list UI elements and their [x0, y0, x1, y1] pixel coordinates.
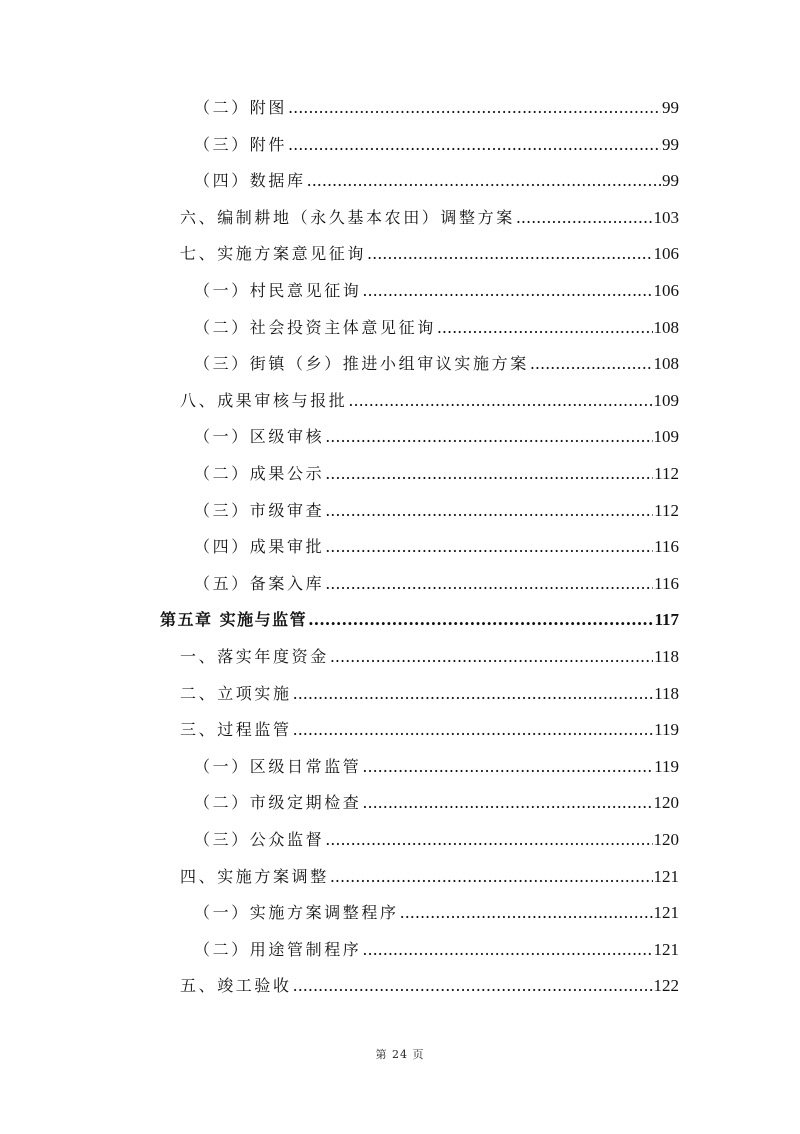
toc-entry[interactable] — [180, 200, 679, 237]
toc-entry-page: 116 — [654, 537, 679, 557]
toc-entry-page: 118 — [654, 683, 679, 703]
toc-entry-label: （四）成果审批 — [194, 537, 325, 557]
toc-entry[interactable] — [194, 127, 679, 164]
toc-entry[interactable] — [194, 273, 679, 310]
toc-entry-label: （二）用途管制程序 — [194, 939, 362, 959]
dot-leader — [530, 346, 653, 383]
toc-entry-page: 120 — [653, 830, 679, 849]
dot-leader — [362, 749, 653, 786]
dot-leader — [325, 822, 652, 859]
page-number-footer: 第 24 页 — [375, 1048, 425, 1061]
toc-entry[interactable] — [194, 749, 679, 786]
toc-entry[interactable] — [194, 90, 679, 127]
toc-entry-label: （二）附图 — [194, 98, 288, 117]
toc-entry-page: 99 — [662, 98, 679, 117]
dot-leader — [437, 310, 653, 347]
toc-entry-page: 118 — [654, 647, 679, 666]
dot-leader — [307, 163, 661, 200]
toc-entry-label: （二）成果公示 — [194, 464, 325, 483]
toc-entry-label: （五）备案入库 — [194, 573, 325, 593]
toc-entry-page: 109 — [653, 427, 679, 447]
toc-chapter-entry[interactable] — [160, 602, 679, 639]
toc-entry[interactable] — [194, 529, 679, 566]
toc-entry-label: （三）公众监督 — [194, 830, 325, 849]
toc-entry-page: 119 — [654, 720, 679, 740]
toc-entry-label: 二、立项实施 — [180, 683, 292, 703]
toc-entry-page: 119 — [654, 756, 679, 776]
toc-entry-page: 108 — [653, 354, 679, 374]
dot-leader — [293, 676, 654, 713]
toc-entry-page: 121 — [653, 866, 679, 886]
dot-leader — [330, 639, 653, 676]
toc-entry-page: 120 — [653, 793, 679, 813]
toc-entry[interactable] — [194, 566, 679, 603]
dot-leader — [325, 566, 653, 603]
toc-entry-label: 三、过程监管 — [180, 720, 292, 740]
toc-entry-label: 五、竣工验收 — [180, 976, 292, 996]
toc-entry[interactable] — [194, 493, 679, 530]
toc-entry-label: （三）街镇（乡）推进小组审议实施方案 — [194, 354, 529, 374]
toc-entry-label: 七、实施方案意见征询 — [180, 244, 367, 264]
dot-leader — [362, 932, 652, 969]
dot-leader — [362, 273, 652, 310]
dot-leader — [400, 895, 653, 932]
toc-entry-page: 121 — [653, 903, 679, 923]
toc-entry-page: 106 — [653, 281, 679, 300]
toc-entry-page: 106 — [653, 244, 679, 264]
toc-entry-page: 122 — [653, 976, 679, 996]
dot-leader — [288, 90, 661, 127]
toc-entry[interactable] — [180, 236, 679, 273]
dot-leader — [288, 127, 661, 164]
toc-entry[interactable] — [194, 419, 679, 456]
toc-entry-label: （一）实施方案调整程序 — [194, 903, 399, 923]
dot-leader — [325, 529, 653, 566]
toc-entry[interactable] — [194, 785, 679, 822]
toc-entry-label: （四）数据库 — [194, 171, 306, 191]
toc-entry-page: 99 — [662, 171, 679, 191]
toc-entry[interactable] — [194, 932, 679, 969]
dot-leader — [308, 602, 653, 639]
toc-entry-label: （一）村民意见征询 — [194, 281, 362, 300]
dot-leader — [325, 456, 653, 493]
toc-entry-label: （二）市级定期检查 — [194, 793, 362, 813]
toc-chapter-label: 第五章 实施与监管 — [160, 610, 308, 630]
dot-leader — [293, 712, 654, 749]
toc-entry-page: 109 — [653, 390, 679, 410]
toc-entry-label: 一、落实年度资金 — [180, 647, 329, 666]
toc-entry-label: （一）区级审核 — [194, 427, 325, 447]
toc-entry-label: 六、编制耕地（永久基本农田）调整方案 — [180, 207, 515, 227]
toc-entry[interactable] — [194, 310, 679, 347]
toc-entry-label: （一）区级日常监管 — [194, 756, 362, 776]
toc-entry[interactable] — [194, 456, 679, 493]
dot-leader — [325, 493, 653, 530]
dot-leader — [362, 785, 652, 822]
toc-entry-label: （二）社会投资主体意见征询 — [194, 317, 436, 337]
toc-entry-label: （三）市级审查 — [194, 500, 325, 520]
dot-leader — [330, 859, 653, 896]
toc-entry[interactable] — [194, 163, 679, 200]
toc-entry-page: 103 — [653, 207, 679, 227]
toc-entry-page: 108 — [653, 317, 679, 337]
toc-entry-page: 121 — [653, 939, 679, 959]
toc-entry[interactable] — [194, 346, 679, 383]
dot-leader — [348, 383, 652, 420]
toc-entry[interactable] — [180, 968, 679, 1005]
dot-leader — [325, 419, 652, 456]
toc-entry[interactable] — [180, 676, 679, 713]
toc-entry-label: 八、成果审核与报批 — [180, 390, 348, 410]
toc-entry[interactable] — [180, 383, 679, 420]
toc-entry[interactable] — [180, 639, 679, 676]
toc-entry-page: 112 — [654, 464, 679, 483]
toc-entry-page: 116 — [654, 573, 679, 593]
toc-entry-label: 四、实施方案调整 — [180, 866, 329, 886]
toc-entry-label: （三）附件 — [194, 134, 288, 154]
dot-leader — [367, 236, 652, 273]
toc-entry[interactable] — [180, 712, 679, 749]
toc-entry-page: 99 — [662, 134, 679, 154]
dot-leader — [293, 968, 653, 1005]
toc-entry[interactable] — [194, 895, 679, 932]
dot-leader — [516, 200, 653, 237]
toc-entry-page: 112 — [654, 500, 679, 520]
toc-entry[interactable] — [180, 859, 679, 896]
toc-chapter-page: 117 — [654, 610, 679, 630]
toc-entry[interactable] — [194, 822, 679, 859]
